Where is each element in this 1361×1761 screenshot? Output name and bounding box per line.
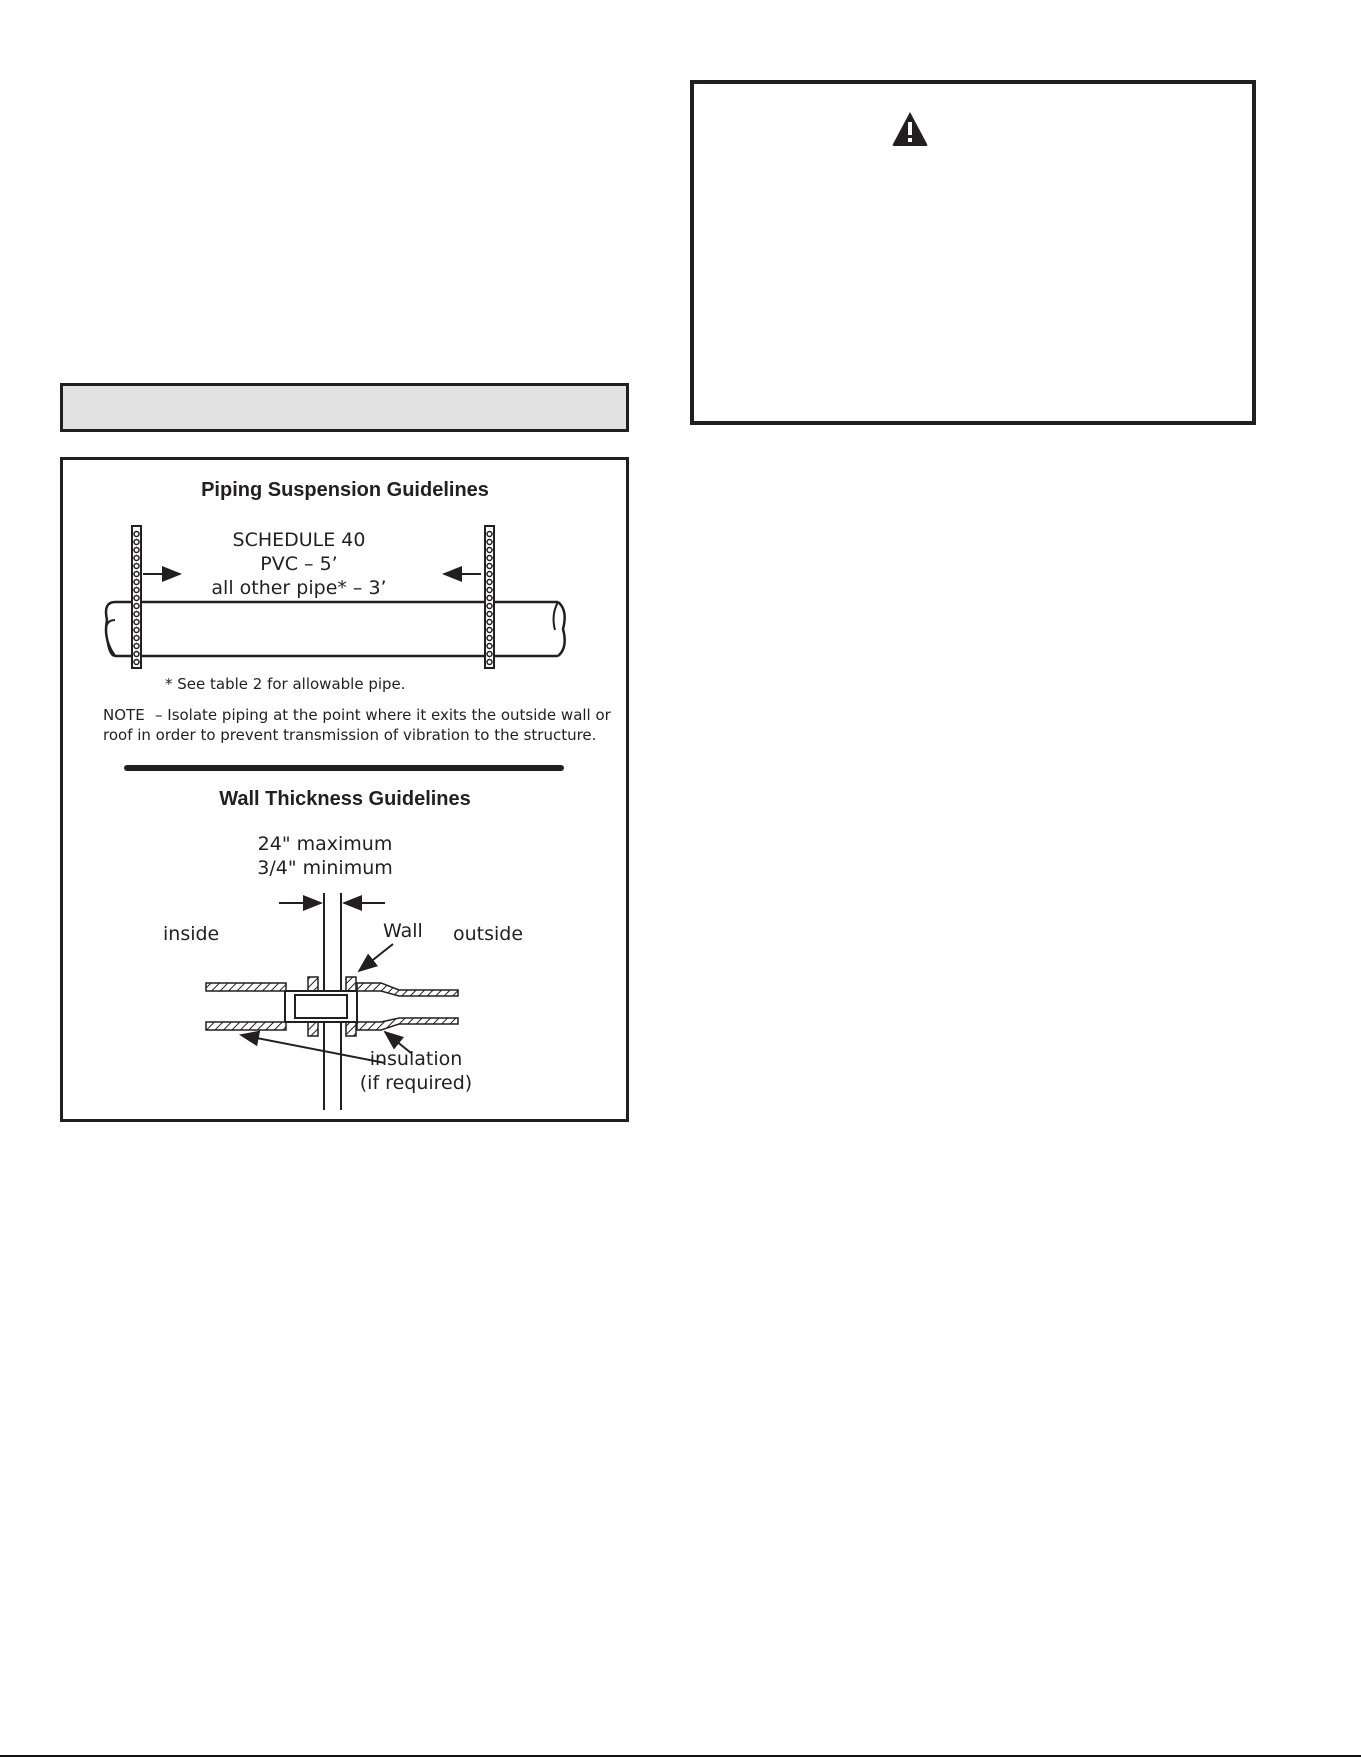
min-thickness-label: 3/4" minimum	[257, 857, 393, 879]
inside-label: inside	[163, 923, 220, 945]
allowable-pipe-footnote: * See table 2 for allowable pipe.	[165, 675, 406, 693]
figure-box	[60, 457, 629, 1122]
piping-figure	[63, 460, 626, 1119]
max-thickness-label: 24" maximum	[257, 833, 393, 855]
section-heading-bar	[60, 383, 629, 432]
warning-triangle-icon	[890, 109, 930, 149]
wall-title: Wall Thickness Guidelines	[219, 788, 471, 810]
warning-box	[690, 80, 1256, 425]
insulation-left-arrow	[241, 1035, 385, 1063]
insulation-label: insulation	[369, 1048, 463, 1070]
note-label: NOTE	[103, 706, 145, 724]
pvc-spacing-label: PVC – 5’	[260, 553, 338, 575]
if-required-label: (if required)	[359, 1072, 473, 1094]
other-pipe-spacing-label: all other pipe* – 3’	[211, 577, 387, 599]
schedule-label: SCHEDULE 40	[232, 529, 366, 551]
wall-pointer-arrow	[359, 944, 393, 971]
outside-label: outside	[453, 923, 524, 945]
wall-penetration-drawing	[206, 977, 458, 1036]
pipe-drawing	[106, 602, 565, 656]
suspension-title: Piping Suspension Guidelines	[201, 479, 489, 501]
page-bottom-rule	[0, 1755, 1361, 1757]
right-hanger-strap	[485, 526, 494, 668]
wall-label: Wall	[383, 920, 423, 942]
left-hanger-strap	[132, 526, 141, 668]
note-text-line2: roof in order to prevent transmission of vibration to the structure.	[103, 726, 597, 744]
note-text-line1: – Isolate piping at the point where it exits the outside wall or	[155, 706, 611, 724]
